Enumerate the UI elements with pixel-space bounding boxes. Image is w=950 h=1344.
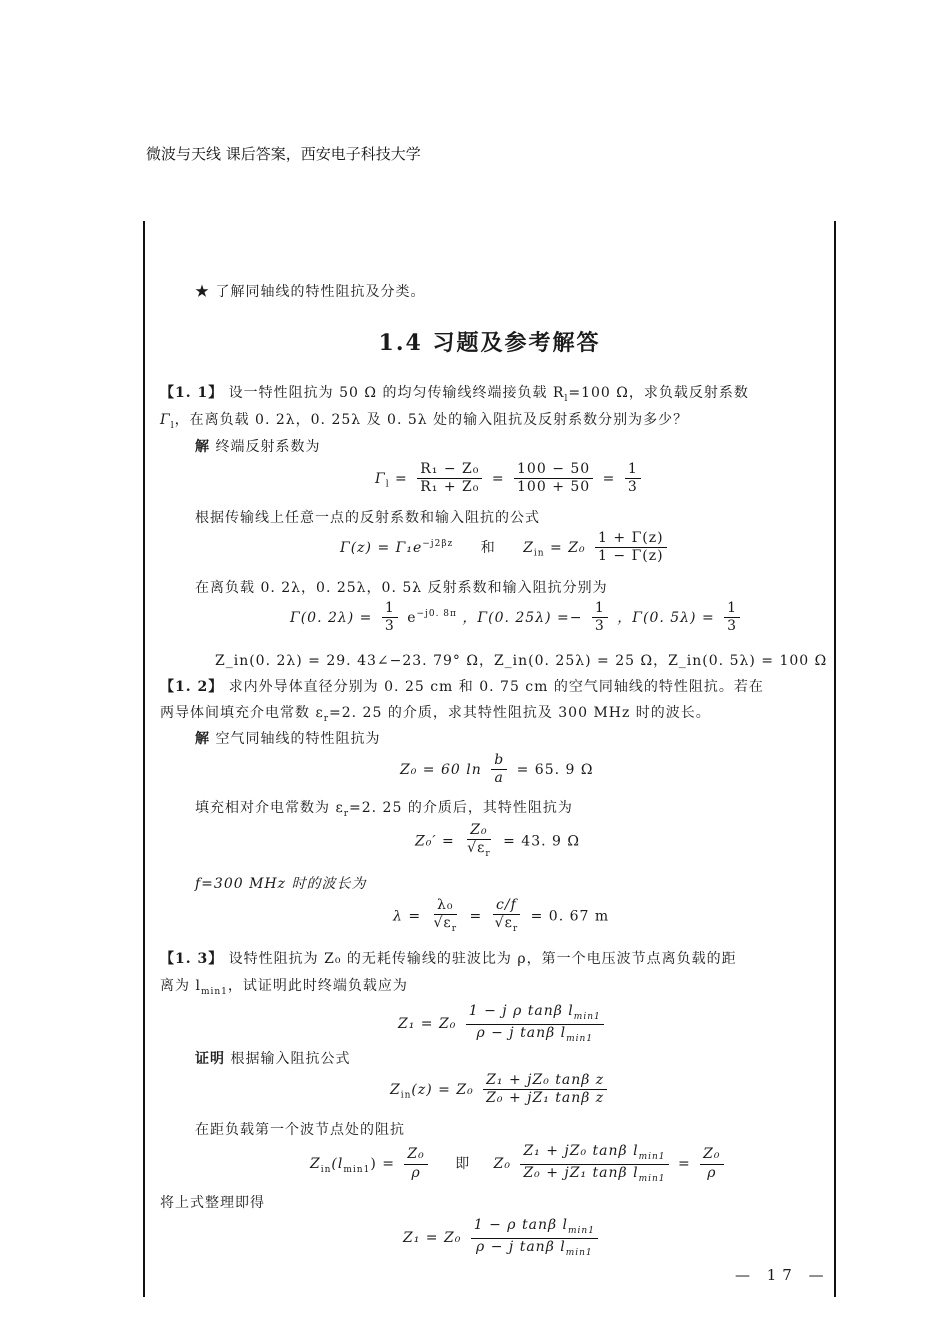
problem-1-1-line1: 【1. 1】 设一特性阻抗为 50 Ω 的均匀传输线终端接负载 $R_l=100$ Ω，求负载反射系数	[160, 385, 749, 404]
equation-reflection-values: Γ(0. 2λ) = $\frac{1}{3}$ $e^{-j0. 8\pi}$ ，Γ(0. 25λ) =− $\frac{1}{3}$ ，Γ(0. 5λ) = $\frac{1}{3}$	[290, 601, 744, 635]
left-margin-rule	[143, 221, 145, 1297]
equation-impedance-values: Z_in(0. 2λ) = 29. 43∠−23. 79° Ω，Z_in(0. 25λ) = 25 Ω，Z_in(0. 5λ) = 100 Ω	[215, 653, 828, 669]
equation-input-impedance: $Z_{in}(z) = Z_0$ $\frac{\text{Z₁ + jZ₀ tanβ z}}{\text{Z₀ + jZ₁ tanβ z}}$	[390, 1073, 611, 1107]
problem-1-2-line1: 【1. 2】 求内外导体直径分别为 0. 25 cm 和 0. 75 cm 的空气同轴线的特性阻抗。若在	[160, 679, 764, 695]
solution-1-1-intro: 解 终端反射系数为	[195, 439, 321, 455]
equation-reflection-load: $\Gamma_l$ = $\frac{\text{R₁ − Z₀}}{\text{R₁ + Z₀}}$ = $\frac{100 - 50}{100 + 50}$ = $\frac{1}{3}$	[375, 462, 645, 496]
equation-coax-impedance: Z₀ = 60 ln $\frac{b}{a}$ = 65. 9 Ω	[400, 752, 594, 787]
problem-1-3-line2: 离为 $l_{min1}$，试证明此时终端负载应为	[160, 978, 408, 997]
document-header: 微波与天线 课后答案，西安电子科技大学	[146, 145, 421, 163]
equation-wavelength: λ = $\frac{\text{λ₀}}{√\varepsilon_r}$ = $\frac{c/f}{√\varepsilon_r}$ = 0. 67 m	[393, 897, 610, 935]
equation-general-formulas: $\Gamma(z) = \Gamma_1e^{-j2\beta z}$ 和 $Z_{in} = Z_0$ $\frac{1 + \Gamma(z)}{1 - \Gamma(z)}$	[340, 531, 671, 565]
problem-1-1-line2: $\Gamma_l$，在离负载 0. 2λ，0. 25λ 及 0. 5λ 处的输入阻抗及反射系数分别为多少？	[160, 412, 689, 431]
text-formula-intro: 根据传输线上任意一点的反射系数和输入阻抗的公式	[195, 510, 540, 526]
proof-intro: 证明 根据输入阻抗公式	[195, 1051, 351, 1067]
section-title: 1.4 习题及参考解答	[378, 330, 601, 356]
equation-load-result: Z₁ = Z₀ $\frac{1 - \rho \tan\beta l_{min1}}{\rho - j \tan\beta l_{min1}}$	[403, 1218, 602, 1258]
text-node-impedance-intro: 在距负载第一个波节点处的阻抗	[195, 1122, 405, 1138]
problem-1-2-line2: 两导体间填充介电常数 $\varepsilon_r=2$. 25 的介质，求其特性阻抗及 300 MHz 时的波长。	[160, 705, 711, 724]
problem-1-3-line1: 【1. 3】 设特性阻抗为 Z₀ 的无耗传输线的驻波比为 ρ，第一个电压波节点离负载的距	[160, 951, 737, 967]
equation-load-to-prove: Z₁ = Z₀ $\frac{1 - j \rho \tan\beta l_{min1}}{\rho - j \tan\beta l_{min1}}$	[398, 1004, 608, 1044]
equation-filled-impedance: Z₀′ = $\frac{\text{Z₀}}{√\varepsilon_r}$ = 43. 9 Ω	[415, 822, 580, 860]
text-values-intro: 在离负载 0. 2λ，0. 25λ，0. 5λ 反射系数和输入阻抗分别为	[195, 580, 608, 596]
text-filled-intro: 填充相对介电常数为 $\varepsilon_r=2$. 25 的介质后，其特性阻抗为	[195, 800, 573, 819]
learning-objective: ★ 了解同轴线的特性阻抗及分类。	[195, 284, 426, 300]
text-wavelength-intro: f=300 MHz 时的波长为	[195, 876, 367, 892]
text-rearrange: 将上式整理即得	[160, 1195, 265, 1211]
right-margin-rule	[834, 221, 836, 1297]
solution-1-2-intro: 解 空气同轴线的特性阻抗为	[195, 731, 381, 747]
page-number: — 17 —	[735, 1266, 830, 1284]
equation-node-impedance: $Z_{in}(l_{min1})$ = $\frac{\text{Z₀}}{\rho}$ 即 Z₀ $\frac{Z_1 + jZ_0 \tan\beta l_{min1}}{Z_0 + jZ_1 \tan\beta l_{min1}}$ = $\frac{\text{Z₀}}{\rho}$	[310, 1144, 728, 1184]
